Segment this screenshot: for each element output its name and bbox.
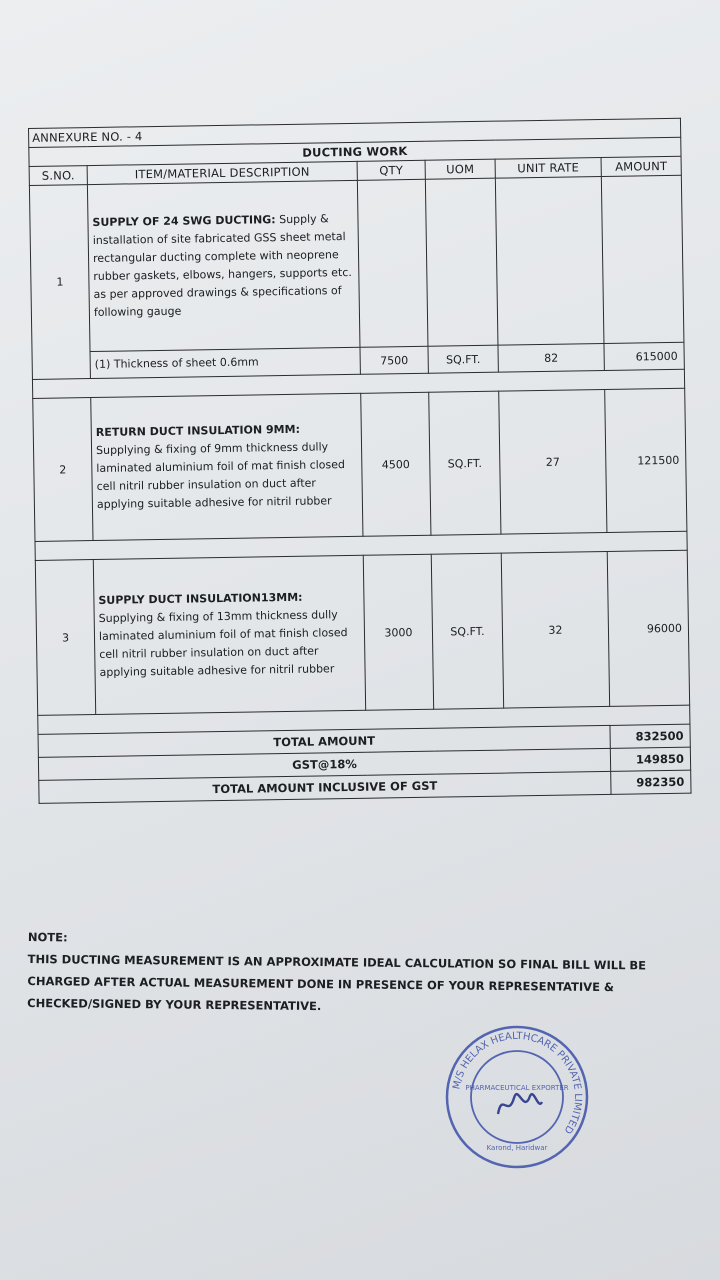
item-amount: 121500 bbox=[605, 388, 687, 532]
grand-total-value: 982350 bbox=[611, 770, 691, 794]
table-row bbox=[33, 388, 687, 541]
note-section bbox=[27, 926, 668, 1021]
header-description: ITEM/MATERIAL DESCRIPTION bbox=[87, 161, 357, 184]
item-qty: 7500 bbox=[360, 346, 428, 374]
total-value: 832500 bbox=[610, 724, 690, 748]
item-qty: 3000 bbox=[363, 554, 433, 710]
stamp-inner-text: PHARMACEUTICAL EXPORTER bbox=[465, 1084, 569, 1092]
table-title: DUCTING WORK bbox=[29, 137, 681, 166]
header-qty: QTY bbox=[357, 160, 425, 180]
item-rate: 82 bbox=[498, 343, 604, 372]
item-uom: SQ.FT. bbox=[429, 391, 501, 535]
gst-value: 149850 bbox=[610, 747, 690, 771]
table-row bbox=[35, 550, 689, 715]
item-sub-description: (1) Thickness of sheet 0.6mm bbox=[90, 347, 360, 378]
item-description bbox=[87, 180, 360, 351]
item-amount: 96000 bbox=[607, 550, 689, 706]
item-detail: Supplying & fixing of 13mm thickness dully laminated aluminium foil of mat finish closed cell nitril rubber insulation on duct after applying suitable adhesive for nitril rubber bbox=[98, 608, 348, 679]
ducting-work-table bbox=[28, 118, 692, 804]
item-title: RETURN DUCT INSULATION 9MM: bbox=[95, 422, 301, 439]
header-sno: S.NO. bbox=[29, 166, 87, 186]
item-description bbox=[91, 393, 363, 540]
item-title: SUPPLY DUCT INSULATION13MM: bbox=[98, 590, 303, 607]
item-rate: 32 bbox=[501, 551, 609, 708]
table-row bbox=[29, 175, 684, 352]
note-text: THIS DUCTING MEASUREMENT IS AN APPROXIMATE IDEAL CALCULATION SO FINAL BILL WILL BE CHARGED AFTER ACTUAL MEASUREMENT DONE IN PRESENCE OF YOUR REPRESENTATIVE & CHECKED/SIGNED BY YOUR REPRESENTATIVE. bbox=[27, 951, 647, 1014]
header-unit-rate: UNIT RATE bbox=[495, 158, 601, 179]
item-amount: 615000 bbox=[604, 342, 684, 370]
stamp-outer-text: M/S HELAX HEALTHCARE PRIVATE LIMITED bbox=[451, 1030, 584, 1136]
item-uom: SQ.FT. bbox=[428, 345, 498, 373]
item-uom: SQ.FT. bbox=[431, 553, 503, 709]
item-sno: 1 bbox=[29, 185, 90, 380]
item-rate: 27 bbox=[499, 389, 607, 534]
item-sno: 2 bbox=[33, 398, 93, 542]
note-heading: NOTE: bbox=[27, 929, 68, 945]
item-detail: Supply & installation of site fabricated GSS sheet metal rectangular ducting complete with neoprene rubber gaskets, elbows, hangers, supports etc. as per approved drawings & specifications of following gauge bbox=[92, 212, 352, 319]
item-qty: 4500 bbox=[361, 392, 431, 536]
company-stamp bbox=[442, 1022, 592, 1172]
signature-scribble bbox=[498, 1094, 542, 1114]
quotation-table-wrapper bbox=[28, 118, 691, 804]
total-label: TOTAL AMOUNT bbox=[38, 725, 610, 757]
stamp-seal-icon bbox=[442, 1022, 592, 1172]
item-description bbox=[93, 555, 365, 714]
item-title: SUPPLY OF 24 SWG DUCTING: bbox=[92, 213, 276, 229]
annexure-label: ANNEXURE NO. - 4 bbox=[29, 118, 681, 147]
gst-label: GST@18% bbox=[38, 748, 610, 780]
header-uom: UOM bbox=[425, 159, 495, 179]
item-detail: Supplying & fixing of 9mm thickness dully laminated aluminium foil of mat finish closed cell nitril rubber insulation on duct after applying suitable adhesive for nitril rubber bbox=[95, 440, 346, 511]
grand-total-label: TOTAL AMOUNT INCLUSIVE OF GST bbox=[39, 771, 611, 803]
item-sno: 3 bbox=[35, 560, 95, 716]
header-amount: AMOUNT bbox=[601, 156, 681, 176]
stamp-location: Karond, Haridwar bbox=[486, 1144, 548, 1152]
